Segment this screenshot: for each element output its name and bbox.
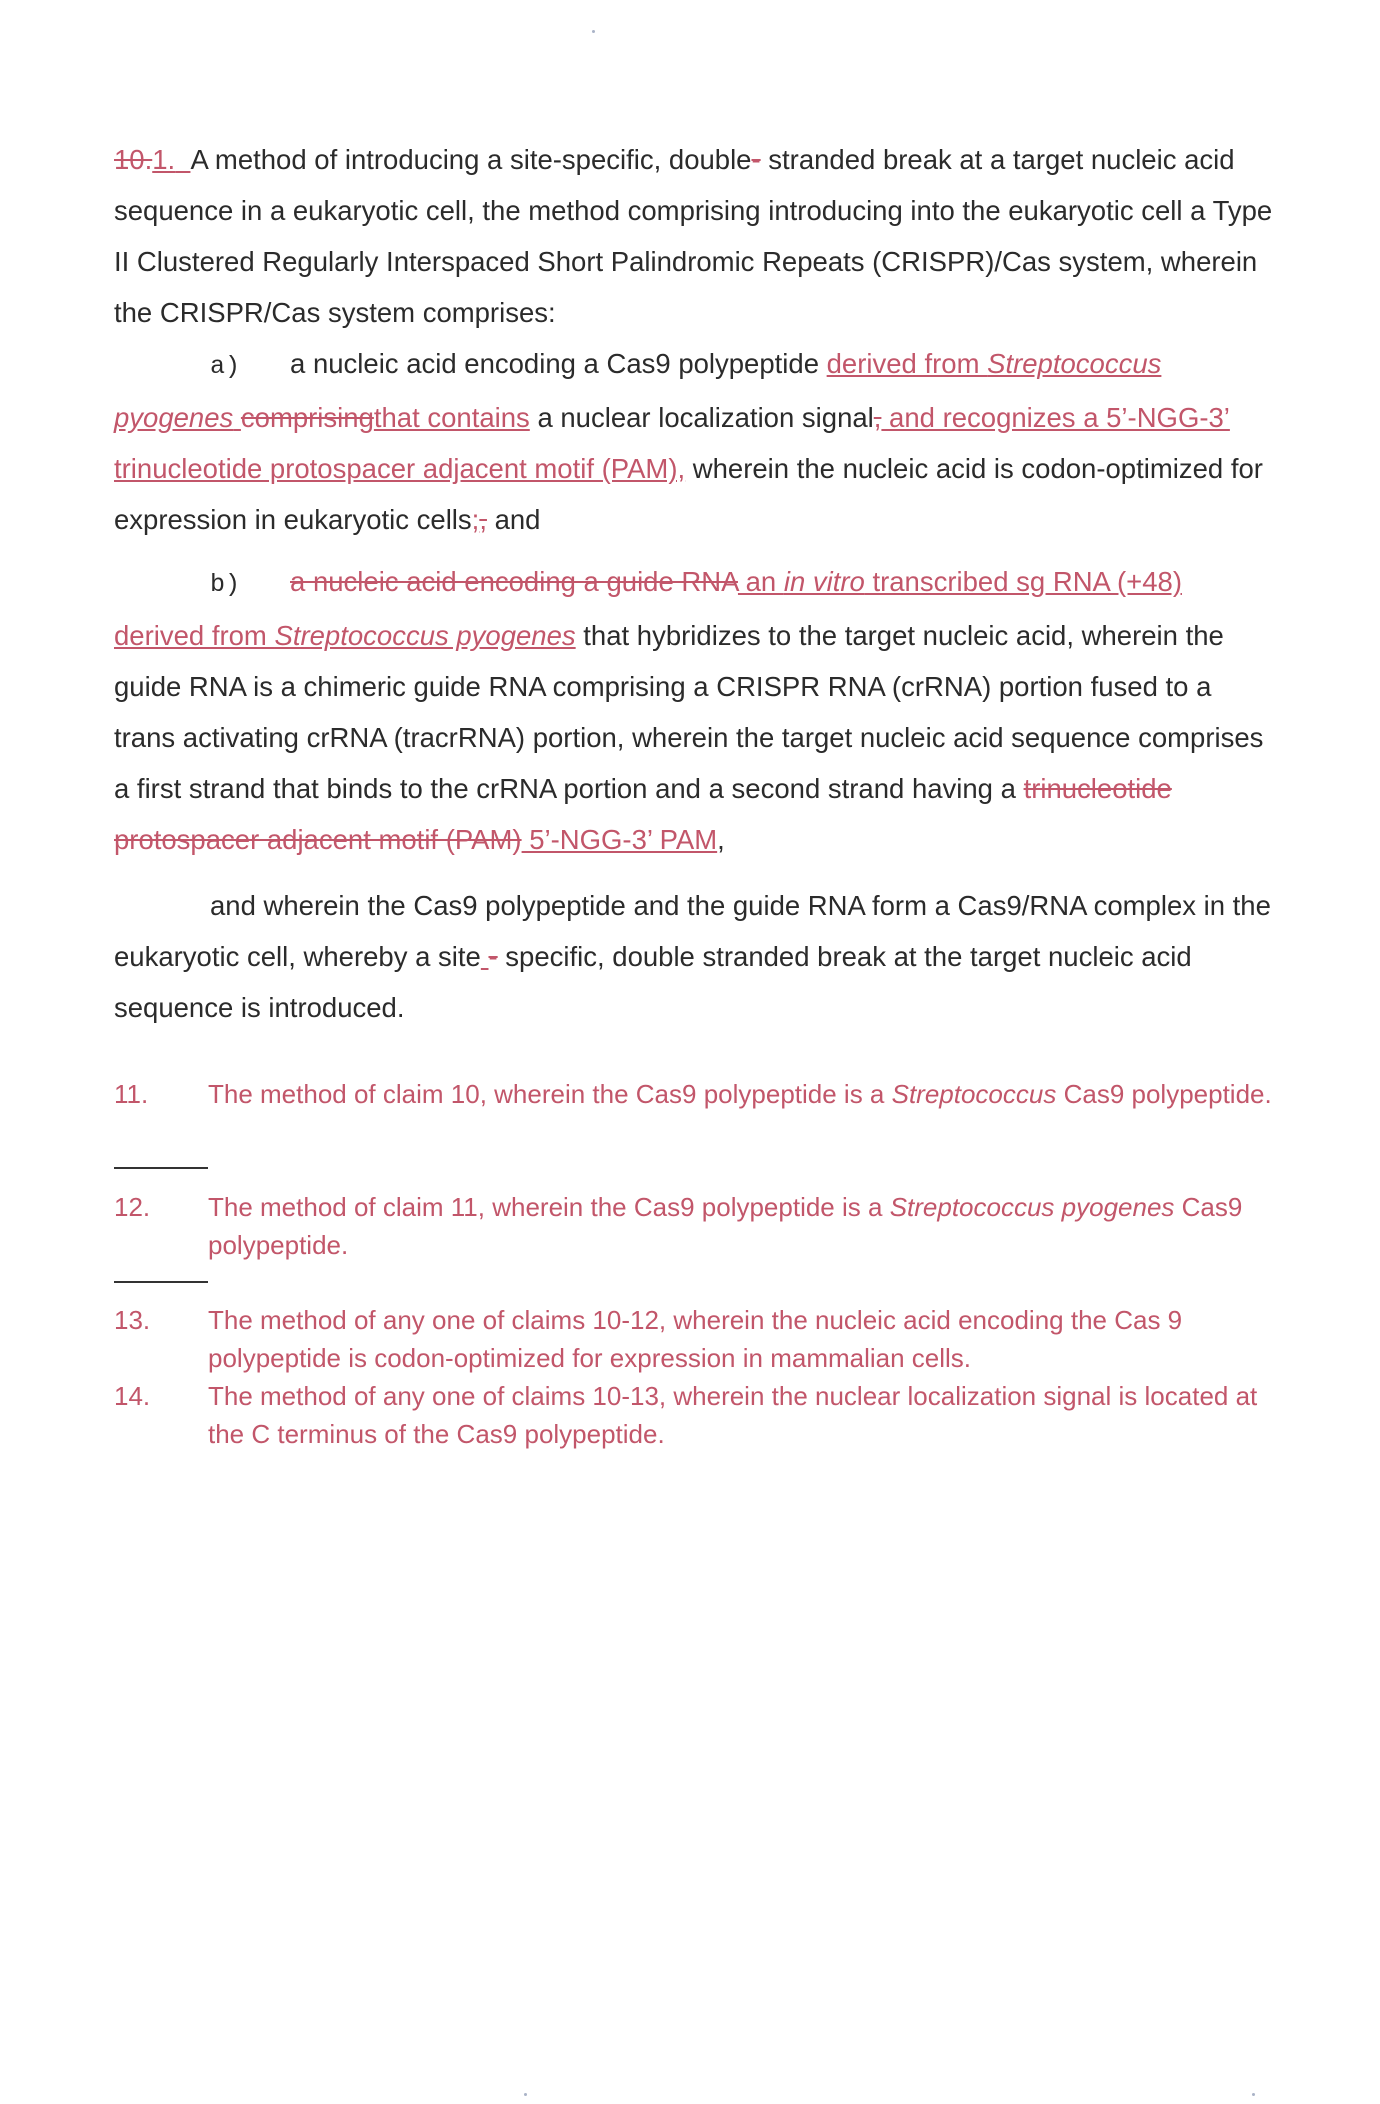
item-b-text-2: ,: [717, 824, 725, 855]
deleted-claim-12: [114, 1188, 1294, 1268]
item-b-insert-an: an: [737, 566, 784, 597]
claim-italic: Streptococcus pyogenes: [889, 1192, 1175, 1222]
item-b-deleted-pam: trinucleotide protospacer adjacent motif (PAM): [114, 773, 1172, 855]
claim-text: The method of any one of claims 10-13, wherein the nuclear localization signal is located at the C terminus of the Cas9 polypeptide.: [208, 1381, 1258, 1449]
item-a-deleted-comma-2: ,: [479, 504, 487, 535]
closing-text-1: and wherein the Cas9 polypeptide and the guide RNA form a Cas9/RNA complex in the eukaryotic cell, whereby a site: [114, 890, 1271, 972]
item-a-insert-semicolon: ;: [471, 504, 480, 535]
item-a-text-4: and: [486, 504, 541, 535]
closing-deleted-hyphen: -: [488, 941, 498, 972]
scan-speck: [1252, 2093, 1255, 2096]
deleted-claim-11: [114, 1075, 1294, 1155]
claim-number: 13.: [114, 1305, 151, 1335]
item-a-text-1: a nucleic acid encoding a Cas9 polypeptide: [290, 348, 827, 379]
claim-text: The method of claim 11, wherein the Cas9 polypeptide is a: [208, 1192, 890, 1222]
item-b-insert-pam: 5’-NGG-3’ PAM: [521, 824, 718, 855]
item-a-deleted-comprising: comprising: [240, 402, 374, 433]
deleted-claim-13: [114, 1301, 1294, 1377]
item-a-insert-pam: and recognizes a 5’-NGG-3’ trinucleotide protospacer adjacent motif (PAM),: [114, 402, 1230, 484]
claim-1-text-start: A method of introducing a site-specific, double: [190, 144, 752, 175]
item-a-text-3: wherein the nucleic acid is codon-optimized for expression in eukaryotic cells: [114, 453, 1263, 535]
claim-text: The method of any one of claims 10-12, wherein the nucleic acid encoding the Cas 9 polypeptide is codon-optimized for expression in mammalian cells.: [208, 1305, 1183, 1373]
deleted-claim-number: 10.: [114, 144, 153, 175]
claim-number: 14.: [114, 1381, 151, 1411]
deleted-claim-14: [114, 1377, 1294, 1453]
item-b-deleted-guide: a nucleic acid encoding a guide RNA: [290, 566, 738, 597]
inserted-claim-number: 1.: [152, 144, 176, 175]
claim-1-item-a: [114, 338, 1274, 545]
item-b-insert-sgrna: transcribed sg RNA (+48) derived from: [114, 566, 1182, 651]
claim-1-item-b: [114, 556, 1274, 865]
scan-speck: [592, 30, 595, 33]
claim-1-intro: [114, 134, 1274, 338]
item-a-label: a): [210, 352, 241, 381]
closing-text-2: specific, double stranded break at the target nucleic acid sequence is introduced.: [114, 941, 1192, 1023]
claim-rest: Cas9 polypeptide.: [1056, 1079, 1272, 1109]
item-a-deleted-comma: ,: [873, 402, 882, 433]
item-a-insert-contains: that contains: [373, 402, 530, 433]
claim-1-closing: [114, 880, 1274, 1033]
item-b-insert-species: Streptococcus pyogenes: [274, 620, 576, 651]
separator-rule: [114, 1281, 208, 1283]
scan-speck: [524, 2093, 527, 2096]
claim-text: The method of claim 10, wherein the Cas9 polypeptide is a: [208, 1079, 892, 1109]
claim-number: 11.: [114, 1079, 149, 1109]
item-a-insert-species: Streptococcus pyogenes: [114, 348, 1162, 433]
claim-rest: Cas9 polypeptide.: [208, 1192, 1243, 1260]
item-b-label: b): [210, 570, 241, 599]
item-a-text-2: a nuclear localization signal: [529, 402, 874, 433]
claim-1-text-rest: stranded break at a target nucleic acid sequence in a eukaryotic cell, the method comprising introducing into the eukaryotic cell a Type II Clustered Regularly Interspaced Short Palindromic Repeats (CRISPR)/Cas system, wherein the CRISPR/Cas system comprises:: [114, 144, 1273, 328]
item-b-insert-in-vitro: in vitro: [783, 566, 865, 597]
deleted-hyphen: -: [751, 144, 761, 175]
separator-rule: [114, 1167, 208, 1169]
claim-italic: Streptococcus: [891, 1079, 1057, 1109]
item-b-text-1: that hybridizes to the target nucleic acid, wherein the guide RNA is a chimeric guide RNA comprising a CRISPR RNA (crRNA) portion fused to a trans activating crRNA (tracrRNA) portion, wherein the target nucleic acid sequence comprises a first strand that binds to the crRNA portion and a second strand having a: [114, 620, 1264, 804]
item-a-insert-derived: derived from: [826, 348, 988, 379]
claim-number: 12.: [114, 1192, 151, 1222]
